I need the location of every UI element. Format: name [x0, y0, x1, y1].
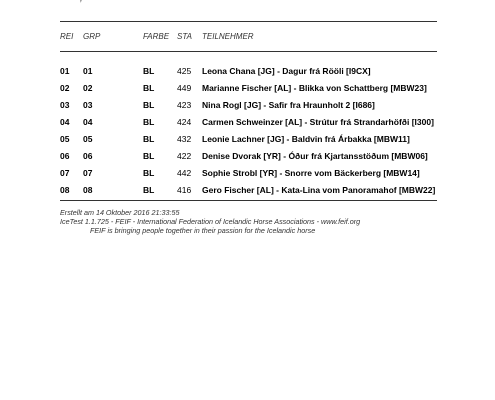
row-rei: 05 — [60, 134, 70, 144]
software-credit: IceTest 1.1.725 - FEIF - International Federation of Icelandic Horse Associations - www.feif.org — [60, 217, 361, 226]
row-teilnehmer: Sophie Strobl [YR] - Snorre vom Bäckerberg [MBW14] — [202, 168, 420, 178]
row-farbe: BL — [143, 83, 155, 93]
row-grp: 07 — [83, 168, 93, 178]
header-rule — [60, 51, 437, 52]
row-sta: 423 — [177, 100, 192, 110]
table-row — [0, 100, 495, 117]
row-teilnehmer: Gero Fischer [AL] - Kata-Lina vom Panoramahof [MBW22] — [202, 185, 436, 195]
row-teilnehmer: Leonie Lachner [JG] - Baldvin frá Árbakka [MBW11] — [202, 134, 410, 144]
row-grp: 04 — [83, 117, 93, 127]
header-grp: GRP — [83, 32, 101, 41]
table-row — [0, 66, 495, 83]
row-farbe: BL — [143, 134, 155, 144]
column-headers — [0, 32, 495, 44]
row-teilnehmer: Marianne Fischer [AL] - Blikka von Schattberg [MBW23] — [202, 83, 427, 93]
row-rei: 03 — [60, 100, 70, 110]
table-row — [0, 151, 495, 168]
row-grp: 06 — [83, 151, 93, 161]
row-rei: 08 — [60, 185, 70, 195]
row-sta: 442 — [177, 168, 192, 178]
row-teilnehmer: Leona Chana [JG] - Dagur frá Rööli [I9CX] — [202, 66, 371, 76]
row-grp: 08 — [83, 185, 93, 195]
row-farbe: BL — [143, 117, 155, 127]
row-teilnehmer: Denise Dvorak [YR] - Óður frá Kjartansstöðum [MBW06] — [202, 151, 428, 161]
row-grp: 02 — [83, 83, 93, 93]
row-rei: 06 — [60, 151, 70, 161]
row-sta: 422 — [177, 151, 192, 161]
row-rei: 02 — [60, 83, 70, 93]
row-farbe: BL — [143, 185, 155, 195]
row-sta: 424 — [177, 117, 192, 127]
row-rei: 07 — [60, 168, 70, 178]
table-row — [0, 168, 495, 185]
header-sta: STA — [177, 32, 192, 41]
row-grp: 05 — [83, 134, 93, 144]
document-footer — [60, 208, 360, 235]
row-sta: 416 — [177, 185, 192, 195]
row-farbe: BL — [143, 151, 155, 161]
row-sta: 432 — [177, 134, 192, 144]
row-farbe: BL — [143, 100, 155, 110]
table-row — [0, 134, 495, 151]
bottom-rule — [60, 200, 437, 201]
row-grp: 03 — [83, 100, 93, 110]
header-farbe: FARBE — [143, 32, 170, 41]
row-grp: 01 — [83, 66, 93, 76]
row-rei: 04 — [60, 117, 70, 127]
row-farbe: BL — [143, 168, 155, 178]
row-sta: 425 — [177, 66, 192, 76]
table-row — [0, 117, 495, 134]
header-teilnehmer: TEILNEHMER — [202, 32, 254, 41]
row-teilnehmer: Nina Rogl [JG] - Safir fra Hraunholt 2 [I686] — [202, 100, 375, 110]
cut-off-title-fragment — [80, 0, 83, 3]
header-rei: REI — [60, 32, 74, 41]
created-timestamp: Erstellt am 14 Oktober 2016 21:33:55 — [60, 208, 180, 217]
row-rei: 01 — [60, 66, 70, 76]
top-rule — [60, 21, 437, 22]
row-farbe: BL — [143, 66, 155, 76]
table-row — [0, 83, 495, 100]
start-list — [0, 66, 495, 202]
row-teilnehmer: Carmen Schweinzer [AL] - Strútur frá Strandarhöfði [I300] — [202, 117, 434, 127]
row-sta: 449 — [177, 83, 192, 93]
feif-slogan: FEIF is bringing people together in their passion for the Icelandic horse — [90, 226, 316, 235]
